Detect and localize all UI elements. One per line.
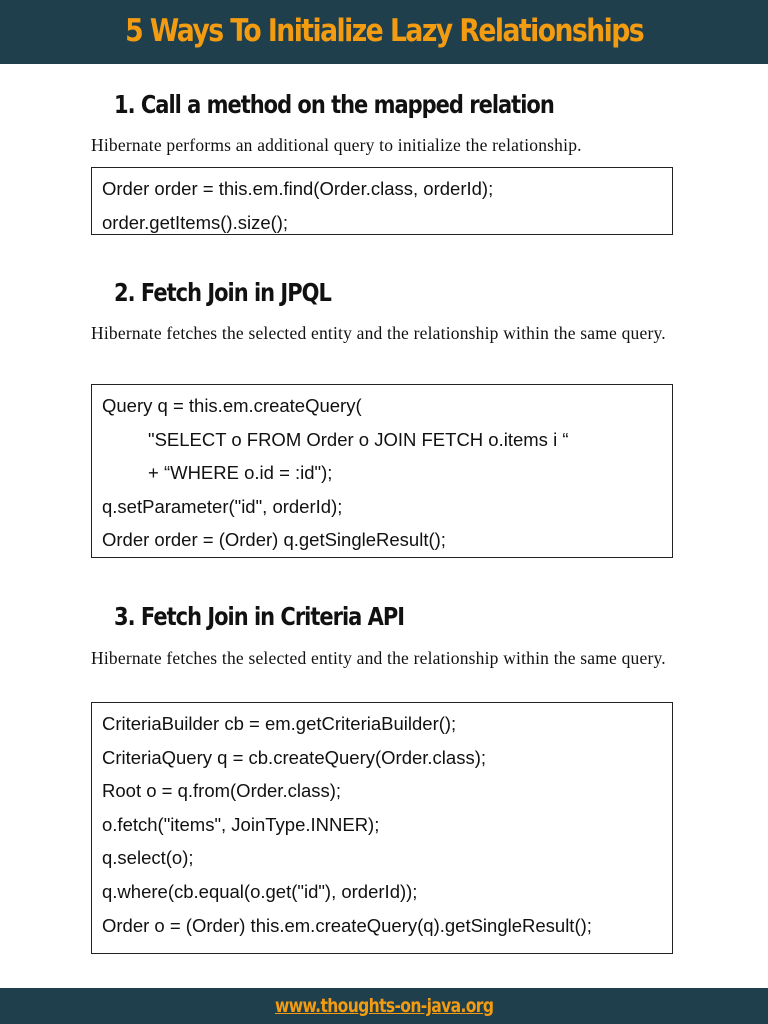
section-heading: 2. Fetch Join in JPQL xyxy=(114,278,331,307)
code-line: + “WHERE o.id = :id"); xyxy=(148,462,333,484)
code-line: Root o = q.from(Order.class); xyxy=(102,780,342,802)
header-bar xyxy=(0,0,768,64)
code-line: CriteriaBuilder cb = em.getCriteriaBuilder(); xyxy=(102,713,457,734)
section-description: Hibernate performs an additional query to initialize the relationship. xyxy=(91,135,582,155)
code-line: order.getItems().size(); xyxy=(102,211,289,233)
code-line: Query q = this.em.createQuery( xyxy=(102,395,362,416)
website-link[interactable]: www.thoughts-on-java.org xyxy=(274,995,494,1017)
code-line: "SELECT o FROM Order o JOIN FETCH o.items i “ xyxy=(148,428,569,450)
code-line: q.setParameter("id", orderId); xyxy=(102,495,343,517)
code-line: q.where(cb.equal(o.get("id"), orderId)); xyxy=(102,880,418,902)
footer-bar xyxy=(0,988,768,1024)
section-heading: 1. Call a method on the mapped relation xyxy=(114,90,554,119)
code-line: CriteriaQuery q = cb.createQuery(Order.class); xyxy=(102,746,487,768)
section-description: Hibernate fetches the selected entity and the relationship within the same query. xyxy=(91,323,666,343)
code-line: o.fetch("items", JoinType.INNER); xyxy=(102,813,380,835)
code-line: Order order = this.em.find(Order.class, orderId); xyxy=(102,178,494,199)
code-block xyxy=(91,702,673,954)
code-line: q.select(o); xyxy=(102,847,194,869)
code-line: Order order = (Order) q.getSingleResult(); xyxy=(102,529,446,551)
section-heading: 3. Fetch Join in Criteria API xyxy=(114,602,405,631)
code-block xyxy=(91,167,673,235)
section-description: Hibernate fetches the selected entity and the relationship within the same query. xyxy=(91,648,666,668)
code-line: Order o = (Order) this.em.createQuery(q).getSingleResult(); xyxy=(102,914,592,936)
page-title: 5 Ways To Initialize Lazy Relationships xyxy=(125,13,643,49)
code-block xyxy=(91,384,673,558)
